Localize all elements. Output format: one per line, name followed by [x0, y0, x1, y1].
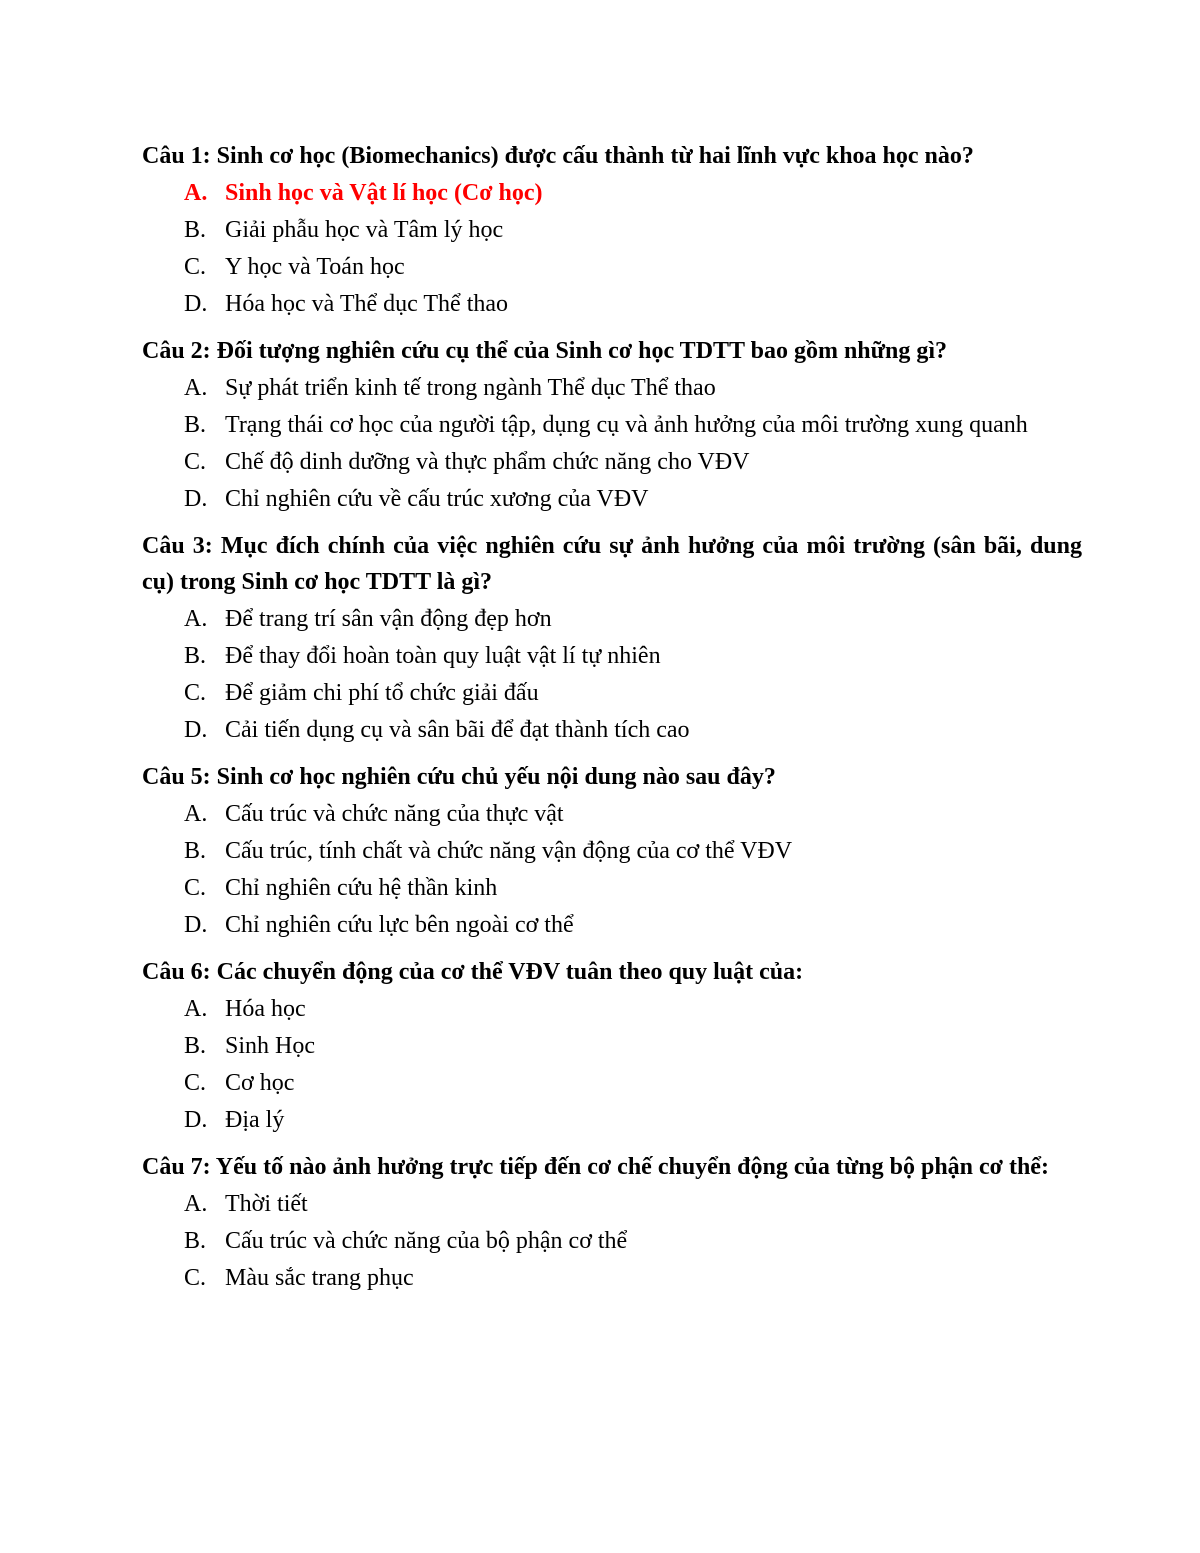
- option-text: Giải phẫu học và Tâm lý học: [225, 217, 504, 243]
- option-letter: A.: [184, 180, 208, 206]
- option-correct: [142, 175, 1082, 211]
- option-letter: C.: [184, 680, 207, 706]
- option-text: Địa lý: [225, 1107, 285, 1133]
- option-letter: C.: [184, 875, 207, 901]
- option-letter: D.: [184, 1107, 208, 1133]
- option-text: Sinh học và Vật lí học (Cơ học): [225, 180, 543, 206]
- option: [142, 1028, 1082, 1064]
- option-letter: C.: [184, 1070, 207, 1096]
- option-text: Sinh Học: [225, 1033, 315, 1059]
- option-text: Cấu trúc và chức năng của thực vật: [225, 801, 564, 827]
- option-letter: A.: [184, 606, 208, 632]
- option-letter: C.: [184, 254, 207, 280]
- option: [142, 481, 1082, 517]
- option-text: Để giảm chi phí tổ chức giải đấu: [225, 680, 539, 706]
- option-text: Chế độ dinh dưỡng và thực phẩm chức năng cho VĐV: [225, 449, 750, 475]
- option: [142, 638, 1082, 674]
- option-letter: A.: [184, 1191, 208, 1217]
- option: [142, 1223, 1082, 1259]
- option-letter: D.: [184, 486, 208, 512]
- option: [142, 601, 1082, 637]
- option-text: Sự phát triển kinh tế trong ngành Thể dục Thể thao: [225, 375, 716, 401]
- option-list: [142, 370, 1082, 517]
- option: [142, 1102, 1082, 1138]
- option-letter: A.: [184, 801, 208, 827]
- option-list: [142, 175, 1082, 322]
- option-letter: D.: [184, 291, 208, 317]
- option-list: [142, 1186, 1082, 1296]
- option-text: Để thay đổi hoàn toàn quy luật vật lí tự nhiên: [225, 643, 661, 669]
- option-text: Y học và Toán học: [225, 254, 405, 280]
- question-7: [142, 1149, 1082, 1296]
- option-text: Cơ học: [225, 1070, 295, 1096]
- option: [142, 907, 1082, 943]
- option-letter: B.: [184, 217, 207, 243]
- document-page: [142, 138, 1082, 1297]
- option: [142, 712, 1082, 748]
- option-letter: A.: [184, 996, 208, 1022]
- option: [142, 991, 1082, 1027]
- question-title: Câu 3: Mục đích chính của việc nghiên cứu sự ảnh hưởng của môi trường (sân bãi, dung cụ) trong Sinh cơ học TDTT là gì?: [142, 533, 1082, 595]
- option: [142, 249, 1082, 285]
- question-title: Câu 6: Các chuyển động của cơ thể VĐV tuân theo quy luật của:: [142, 959, 804, 985]
- option-text: Cấu trúc, tính chất và chức năng vận động của cơ thể VĐV: [225, 838, 793, 864]
- question-2: [142, 333, 1082, 517]
- option-letter: A.: [184, 375, 208, 401]
- option-text: Cấu trúc và chức năng của bộ phận cơ thể: [225, 1228, 628, 1254]
- option-letter: B.: [184, 1033, 207, 1059]
- option-text: Để trang trí sân vận động đẹp hơn: [225, 606, 552, 632]
- question-title: Câu 5: Sinh cơ học nghiên cứu chủ yếu nội dung nào sau đây?: [142, 764, 776, 790]
- option-text: Cải tiến dụng cụ và sân bãi để đạt thành tích cao: [225, 717, 690, 743]
- option-letter: B.: [184, 412, 207, 438]
- option: [142, 1065, 1082, 1101]
- option-list: [142, 796, 1082, 943]
- option-letter: D.: [184, 912, 208, 938]
- option: [142, 1186, 1082, 1222]
- option: [142, 370, 1082, 406]
- option: [142, 1260, 1082, 1296]
- option-letter: C.: [184, 1265, 207, 1291]
- option-letter: B.: [184, 838, 207, 864]
- option-text: Màu sắc trang phục: [225, 1265, 414, 1291]
- question-1: [142, 138, 1082, 322]
- option-letter: C.: [184, 449, 207, 475]
- option-text: Chỉ nghiên cứu hệ thần kinh: [225, 875, 498, 901]
- question-title: Câu 1: Sinh cơ học (Biomechanics) được cấu thành từ hai lĩnh vực khoa học nào?: [142, 143, 974, 169]
- option: [142, 444, 1082, 480]
- question-title: Câu 7: Yếu tố nào ảnh hưởng trực tiếp đến cơ chế chuyển động của từng bộ phận cơ thể:: [142, 1154, 1049, 1180]
- option: [142, 796, 1082, 832]
- option: [142, 212, 1082, 248]
- option-text: Thời tiết: [225, 1191, 308, 1217]
- option-text: Trạng thái cơ học của người tập, dụng cụ và ảnh hưởng của môi trường xung quanh: [225, 412, 1028, 438]
- option-list: [142, 601, 1082, 748]
- question-3: [142, 528, 1082, 748]
- option: [142, 870, 1082, 906]
- option: [142, 675, 1082, 711]
- option: [142, 407, 1082, 443]
- question-5: [142, 759, 1082, 943]
- option: [142, 286, 1082, 322]
- option-text: Hóa học: [225, 996, 306, 1022]
- question-title: Câu 2: Đối tượng nghiên cứu cụ thể của Sinh cơ học TDTT bao gồm những gì?: [142, 338, 948, 364]
- option-letter: B.: [184, 1228, 207, 1254]
- option: [142, 833, 1082, 869]
- question-6: [142, 954, 1082, 1138]
- option-text: Chỉ nghiên cứu lực bên ngoài cơ thể: [225, 912, 574, 938]
- option-letter: D.: [184, 717, 208, 743]
- option-list: [142, 991, 1082, 1138]
- option-letter: B.: [184, 643, 207, 669]
- option-text: Hóa học và Thể dục Thể thao: [225, 291, 509, 317]
- option-text: Chỉ nghiên cứu về cấu trúc xương của VĐV: [225, 486, 649, 512]
